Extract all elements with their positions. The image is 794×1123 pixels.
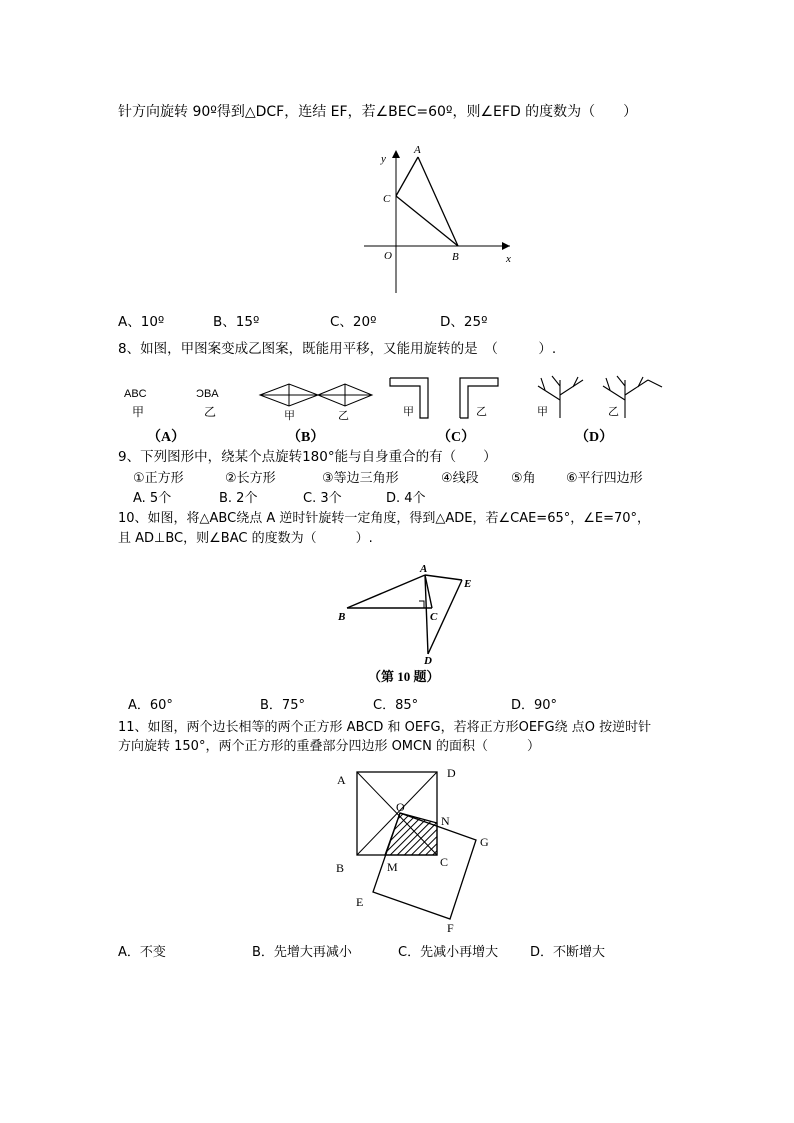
q7-option-b[interactable]: B、15º xyxy=(213,314,260,330)
q8-c-yi-char: 乙 xyxy=(476,405,487,418)
q7-B-label: B xyxy=(452,251,459,263)
q11-stem-line1: 11、如图，两个边长相等的两个正方形 ABCD 和 OEFG，若将正方形OEFG绕 点O 按逆时针 xyxy=(118,720,652,735)
q10-B-label: B xyxy=(338,611,346,623)
q11-option-a[interactable]: A．不变 xyxy=(118,945,166,960)
q10-option-d[interactable]: D．90° xyxy=(511,698,558,713)
q8-label-d[interactable]: （D） xyxy=(575,430,614,445)
q8-d-jia-char: 甲 xyxy=(537,405,548,418)
q11-C-label: C xyxy=(440,855,449,869)
q9-item-4: ④线段 xyxy=(441,471,479,486)
q8-a-jia-text: ABC xyxy=(124,388,147,400)
q9-option-b[interactable]: B. 2个 xyxy=(219,491,258,506)
q9-item-1: ①正方形 xyxy=(133,471,184,486)
q8-label-a[interactable]: （A） xyxy=(147,430,186,445)
q7-option-c[interactable]: C、20º xyxy=(330,314,377,330)
q7-option-d[interactable]: D、25º xyxy=(440,314,488,330)
q9-item-6: ⑥平行四边形 xyxy=(566,471,643,486)
q10-stem-line1: 10、如图，将△ABC绕点 A 逆时针旋转一定角度，得到△ADE，若∠CAE=65°，∠E=70°， xyxy=(118,511,651,526)
q11-D-label: D xyxy=(447,766,456,780)
q9-option-a[interactable]: A. 5个 xyxy=(133,491,172,506)
q8-a-yi-char: 乙 xyxy=(204,405,217,419)
q11-N-label: N xyxy=(441,814,450,828)
q11-A-label: A xyxy=(337,773,346,787)
q8-label-c[interactable]: （C） xyxy=(437,430,476,445)
q11-option-d[interactable]: D．不断增大 xyxy=(530,945,606,960)
q11-option-c[interactable]: C．先减小再增大 xyxy=(398,945,499,960)
q9-option-d[interactable]: D. 4个 xyxy=(386,491,426,506)
q11-M-label: M xyxy=(387,860,398,874)
q8-d-yi-char: 乙 xyxy=(608,405,619,418)
q10-C-label: C xyxy=(430,611,438,623)
q8-a-yi-text: ƆBA xyxy=(196,388,219,400)
q7-x-label: x xyxy=(506,253,511,265)
q10-E-label: E xyxy=(464,578,472,590)
q8-b-yi-char: 乙 xyxy=(338,409,349,422)
q11-O-label: O xyxy=(396,800,405,814)
q10-option-c[interactable]: C．85° xyxy=(373,698,419,713)
q10-option-a[interactable]: A．60° xyxy=(128,698,173,713)
q9-option-c[interactable]: C. 3个 xyxy=(303,491,342,506)
q9-stem: 9、下列图形中，绕某个点旋转180°能与自身重合的有（ ） xyxy=(118,449,497,465)
q9-item-3: ③等边三角形 xyxy=(322,471,399,486)
q11-E-label: E xyxy=(356,895,364,909)
q9-item-5: ⑤角 xyxy=(511,471,536,486)
q8-label-b[interactable]: （B） xyxy=(287,430,325,445)
q11-stem-line2: 方向旋转 150°，两个正方形的重叠部分四边形 OMCN 的面积（ ） xyxy=(118,739,540,754)
q9-item-2: ②长方形 xyxy=(225,471,276,486)
q7-C-label: C xyxy=(383,193,391,205)
q8-b-jia-char: 甲 xyxy=(284,409,295,422)
q7-A-label: A xyxy=(414,144,421,156)
q11-option-b[interactable]: B．先增大再减小 xyxy=(252,945,352,960)
q8-a-jia-char: 甲 xyxy=(132,405,145,419)
q10-caption: （第 10 题） xyxy=(368,669,440,684)
q10-stem-line2: 且 AD⊥BC，则∠BAC 的度数为（ ）. xyxy=(118,531,373,546)
q8-stem: 8、如图，甲图案变成乙图案，既能用平移，又能用旋转的是 （ ）. xyxy=(118,341,557,357)
q11-F-label: F xyxy=(447,921,454,935)
q10-D-label: D xyxy=(424,655,432,667)
q11-B-label: B xyxy=(336,861,345,875)
q10-option-b[interactable]: B．75° xyxy=(260,698,305,713)
q8-c-jia-char: 甲 xyxy=(403,405,414,418)
q10-A-label: A xyxy=(420,563,428,575)
q7-stem: 针方向旋转 90º得到△DCF，连结 EF，若∠BEC=60º，则∠EFD 的度数为（ ） xyxy=(118,104,638,120)
q7-O-label: O xyxy=(384,250,392,262)
q7-y-label: y xyxy=(381,153,386,165)
q7-option-a[interactable]: A、10º xyxy=(118,314,165,330)
q11-G-label: G xyxy=(480,835,489,849)
